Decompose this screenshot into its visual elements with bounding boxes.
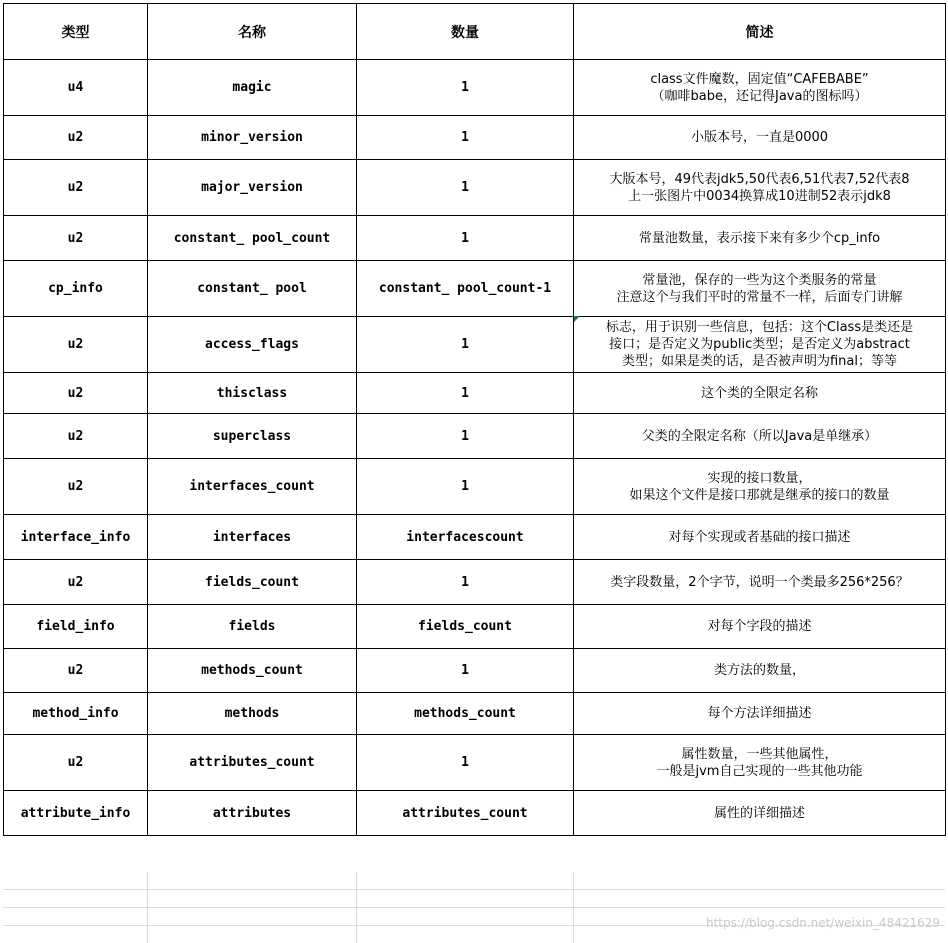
gridline (3, 889, 945, 890)
cell-name[interactable]: minor_version (148, 116, 357, 160)
cell-quantity[interactable]: 1 (357, 373, 574, 414)
cell-description[interactable]: 这个类的全限定名称 (574, 373, 946, 414)
cell-quantity[interactable]: 1 (357, 649, 574, 693)
table-row (4, 373, 946, 414)
cell-description[interactable]: 标志，用于识别一些信息，包括：这个Class是类还是 接口；是否定义为public类型；是否定义为abstract 类型；如果是类的话，是否被声明为final；等等 (574, 317, 946, 373)
header-description[interactable]: 简述 (574, 4, 946, 60)
watermark-url: https://blog.csdn.net/weixin_48421629 (705, 916, 940, 930)
cell-description[interactable]: 属性的详细描述 (574, 791, 946, 836)
header-type[interactable]: 类型 (4, 4, 148, 60)
cell-type[interactable]: u2 (4, 414, 148, 459)
cell-description[interactable]: class文件魔数，固定值“CAFEBABE” （咖啡babe，还记得Java的图标吗） (574, 60, 946, 116)
table-row (4, 160, 946, 216)
cell-type[interactable]: u2 (4, 459, 148, 515)
cell-description[interactable]: 大版本号，49代表jdk5,50代表6,51代表7,52代表8 上一张图片中0034换算成10进制52表示jdk8 (574, 160, 946, 216)
cell-description[interactable]: 父类的全限定名称（所以Java是单继承） (574, 414, 946, 459)
cell-quantity[interactable]: 1 (357, 459, 574, 515)
cell-quantity[interactable]: 1 (357, 560, 574, 605)
cell-quantity[interactable]: 1 (357, 317, 574, 373)
table-row (4, 116, 946, 160)
gridline (356, 872, 357, 943)
cell-quantity[interactable]: constant_ pool_count-1 (357, 261, 574, 317)
cell-name[interactable]: access_flags (148, 317, 357, 373)
cell-description[interactable]: 小版本号，一直是0000 (574, 116, 946, 160)
cell-quantity[interactable]: 1 (357, 216, 574, 261)
cell-name[interactable]: major_version (148, 160, 357, 216)
cell-name[interactable]: superclass (148, 414, 357, 459)
cell-name[interactable]: interfaces_count (148, 459, 357, 515)
cell-quantity[interactable]: 1 (357, 414, 574, 459)
cell-type[interactable]: u2 (4, 317, 148, 373)
cell-type[interactable]: method_info (4, 693, 148, 735)
cell-description[interactable]: 类字段数量，2个字节，说明一个类最多256*256？ (574, 560, 946, 605)
cell-type[interactable]: attribute_info (4, 791, 148, 836)
cell-name[interactable]: methods (148, 693, 357, 735)
cell-type[interactable]: u2 (4, 735, 148, 791)
cell-selection-marker (574, 316, 580, 322)
gridline (573, 872, 574, 943)
cell-type[interactable]: cp_info (4, 261, 148, 317)
gridline (3, 907, 945, 908)
cell-quantity[interactable]: 1 (357, 735, 574, 791)
table-row (4, 605, 946, 649)
cell-quantity[interactable]: fields_count (357, 605, 574, 649)
cell-name[interactable]: fields (148, 605, 357, 649)
cell-name[interactable]: fields_count (148, 560, 357, 605)
cell-type[interactable]: u2 (4, 373, 148, 414)
table-row (4, 317, 946, 373)
table-row (4, 261, 946, 317)
cell-name[interactable]: interfaces (148, 515, 357, 560)
table-row (4, 791, 946, 836)
table-row (4, 515, 946, 560)
cell-type[interactable]: u4 (4, 60, 148, 116)
table-row (4, 216, 946, 261)
cell-type[interactable]: u2 (4, 216, 148, 261)
table-row (4, 560, 946, 605)
cell-type[interactable]: u2 (4, 560, 148, 605)
cell-description[interactable]: 属性数量，一些其他属性， 一般是jvm自己实现的一些其他功能 (574, 735, 946, 791)
table-row (4, 414, 946, 459)
cell-name[interactable]: thisclass (148, 373, 357, 414)
cell-name[interactable]: attributes (148, 791, 357, 836)
gridline (147, 872, 148, 943)
cell-name[interactable]: magic (148, 60, 357, 116)
cell-quantity[interactable]: 1 (357, 116, 574, 160)
table-row (4, 60, 946, 116)
cell-type[interactable]: u2 (4, 116, 148, 160)
table-row (4, 649, 946, 693)
cell-description[interactable]: 常量池，保存的一些为这个类服务的常量 注意这个与我们平时的常量不一样，后面专门讲解 (574, 261, 946, 317)
cell-description[interactable]: 常量池数量，表示接下来有多少个cp_info (574, 216, 946, 261)
table-row (4, 693, 946, 735)
cell-description[interactable]: 对每个字段的描述 (574, 605, 946, 649)
cell-name[interactable]: attributes_count (148, 735, 357, 791)
cell-type[interactable]: interface_info (4, 515, 148, 560)
cell-type[interactable]: u2 (4, 160, 148, 216)
cell-type[interactable]: field_info (4, 605, 148, 649)
class-file-structure-table (3, 3, 946, 836)
cell-quantity[interactable]: 1 (357, 160, 574, 216)
cell-type[interactable]: u2 (4, 649, 148, 693)
empty-spreadsheet-grid[interactable] (3, 872, 945, 943)
cell-quantity[interactable]: interfacescount (357, 515, 574, 560)
cell-description[interactable]: 对每个实现或者基础的接口描述 (574, 515, 946, 560)
cell-quantity[interactable]: methods_count (357, 693, 574, 735)
cell-name[interactable]: methods_count (148, 649, 357, 693)
table-row (4, 735, 946, 791)
cell-description[interactable]: 实现的接口数量， 如果这个文件是接口那就是继承的接口的数量 (574, 459, 946, 515)
cell-description[interactable]: 类方法的数量， (574, 649, 946, 693)
cell-name[interactable]: constant_ pool_count (148, 216, 357, 261)
header-quantity[interactable]: 数量 (357, 4, 574, 60)
header-name[interactable]: 名称 (148, 4, 357, 60)
cell-quantity[interactable]: attributes_count (357, 791, 574, 836)
cell-name[interactable]: constant_ pool (148, 261, 357, 317)
cell-quantity[interactable]: 1 (357, 60, 574, 116)
table-row (4, 459, 946, 515)
cell-description[interactable]: 每个方法详细描述 (574, 693, 946, 735)
header-row (4, 4, 946, 60)
